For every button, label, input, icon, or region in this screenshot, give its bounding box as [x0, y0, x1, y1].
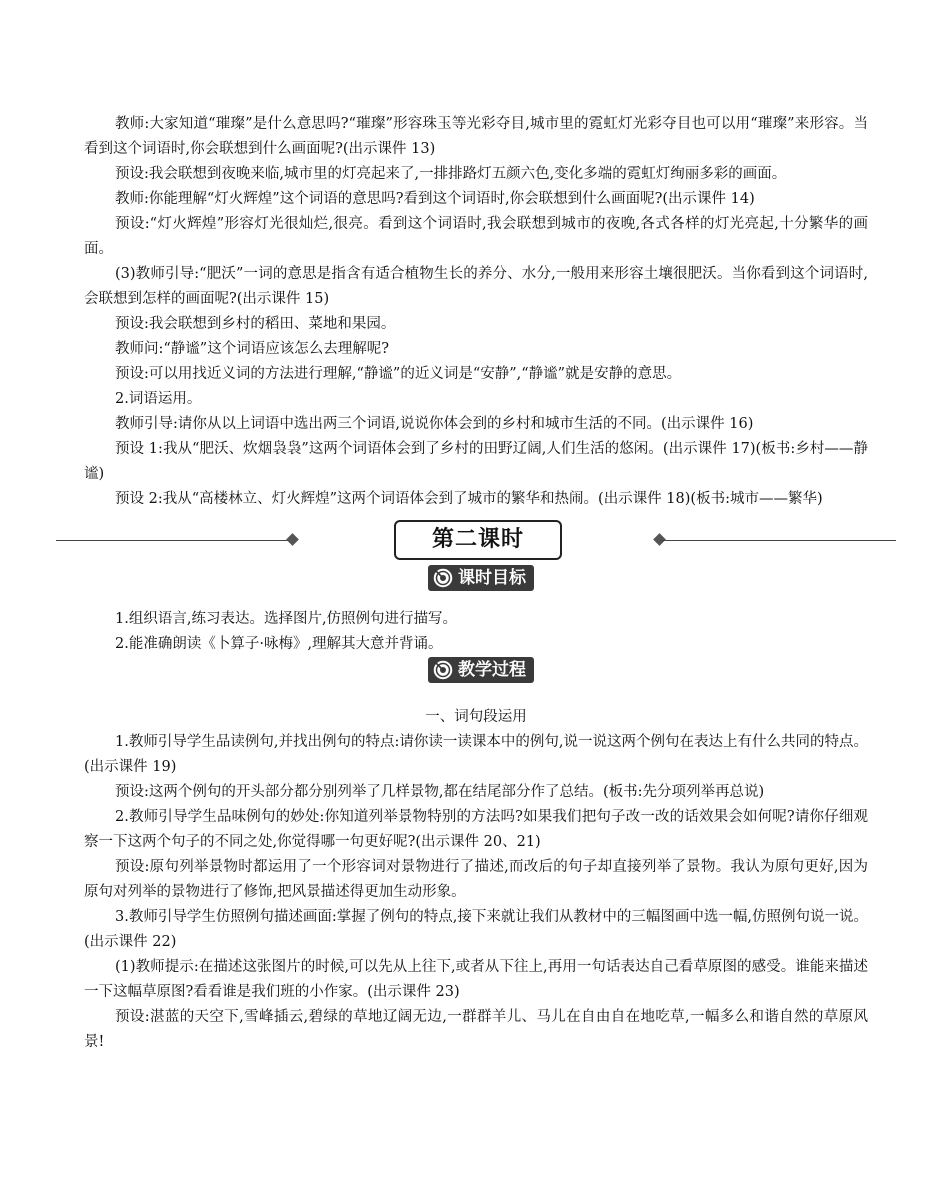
- paragraph: 2.教师引导学生品味例句的妙处:你知道列举景物特别的方法吗?如果我们把句子改一改的话效果会如何呢?请你仔细观察一下这两个句子的不同之处,你觉得哪一句更好呢?(出示课件 20、21): [84, 809, 868, 850]
- divider-line: [56, 540, 292, 541]
- paragraph: (1)教师提示:在描述这张图片的时候,可以先从上往下,或者从下往上,再用一句话表达自己看草原图的感受。谁能来描述一下这幅草原图?看看谁是我们班的小作家。(出示课件 23): [84, 959, 868, 1000]
- paragraph: 教师:大家知道“璀璨”是什么意思吗?“璀璨”形容珠玉等光彩夺目,城市里的霓虹灯光彩夺目也可以用“璀璨”来形容。当看到这个词语时,你会联想到什么画面呢?(出示课件 13): [84, 116, 868, 157]
- goals-tag: [428, 565, 534, 591]
- diamond-ornament: [286, 533, 299, 546]
- paragraph: (3)教师引导:“肥沃”一词的意思是指含有适合植物生长的养分、水分,一般用来形容土壤很肥沃。当你看到这个词语时,会联想到怎样的画面呢?(出示课件 15): [84, 266, 868, 307]
- paragraph: 预设 2:我从“高楼林立、灯火辉煌”这两个词语体会到了城市的繁华和热闹。(出示课件 18)(板书:城市——繁华): [115, 491, 823, 507]
- section-title: 第二课时: [394, 520, 562, 560]
- process-tag-wrap: [84, 657, 868, 691]
- paragraph: 预设:这两个例句的开头部分都分别列举了几样景物,都在结尾部分作了总结。(板书:先分项列举再总说): [115, 784, 765, 800]
- target-icon: [432, 659, 454, 681]
- paragraph: 预设:可以用找近义词的方法进行理解,“静谧”的近义词是“安静”,“静谧”就是安静的意思。: [115, 366, 682, 382]
- process-tag-label: 教学过程: [458, 659, 526, 680]
- paragraph: 预设:湛蓝的天空下,雪峰插云,碧绿的草地辽阔无边,一群群羊儿、马儿在自由自在地吃草,一幅多么和谐自然的草原风景!: [84, 1009, 868, 1050]
- paragraph: 教师:你能理解“灯火辉煌”这个词语的意思吗?看到这个词语时,你会联想到什么画面呢?(出示课件 14): [115, 191, 755, 207]
- paragraph: 1.教师引导学生品读例句,并找出例句的特点:请你读一读课本中的例句,说一说这两个例句在表达上有什么共同的特点。(出示课件 19): [84, 734, 868, 775]
- goals-tag-wrap: [84, 565, 868, 599]
- goals-tag-label: 课时目标: [458, 567, 526, 588]
- part-heading: 一、词句段运用: [425, 709, 527, 725]
- paragraph: 预设:我会联想到乡村的稻田、菜地和果园。: [115, 316, 396, 332]
- paragraph: 教师问:“静谧”这个词语应该怎么去理解呢?: [115, 341, 389, 357]
- section-banner: [56, 517, 896, 563]
- paragraph: 教师引导:请你从以上词语中选出两三个词语,说说你体会到的乡村和城市生活的不同。(出示课件 16): [115, 416, 754, 432]
- document-body: [84, 112, 868, 1055]
- goal-item: 2.能准确朗读《卜算子·咏梅》,理解其大意并背诵。: [115, 636, 443, 652]
- paragraph: 预设:原句列举景物时都运用了一个形容词对景物进行了描述,而改后的句子却直接列举了景物。我认为原句更好,因为原句对列举的景物进行了修饰,把风景描述得更加生动形象。: [84, 859, 868, 900]
- paragraph: 预设 1:我从“肥沃、炊烟袅袅”这两个词语体会到了乡村的田野辽阔,人们生活的悠闲。(出示课件 17)(板书:乡村——静谧): [84, 441, 868, 482]
- paragraph: 预设:“灯火辉煌”形容灯光很灿烂,很亮。看到这个词语时,我会联想到城市的夜晚,各式各样的灯光亮起,十分繁华的画面。: [84, 216, 868, 257]
- paragraph: 2.词语运用。: [115, 391, 202, 407]
- paragraph: 3.教师引导学生仿照例句描述画面:掌握了例句的特点,接下来就让我们从教材中的三幅图画中选一幅,仿照例句说一说。(出示课件 22): [84, 909, 868, 950]
- goal-item: 1.组织语言,练习表达。选择图片,仿照例句进行描写。: [115, 611, 458, 627]
- divider-line: [660, 540, 896, 541]
- process-tag: [428, 657, 534, 683]
- paragraph: 预设:我会联想到夜晚来临,城市里的灯亮起来了,一排排路灯五颜六色,变化多端的霓虹灯绚丽多彩的画面。: [115, 166, 787, 182]
- target-icon: [432, 567, 454, 589]
